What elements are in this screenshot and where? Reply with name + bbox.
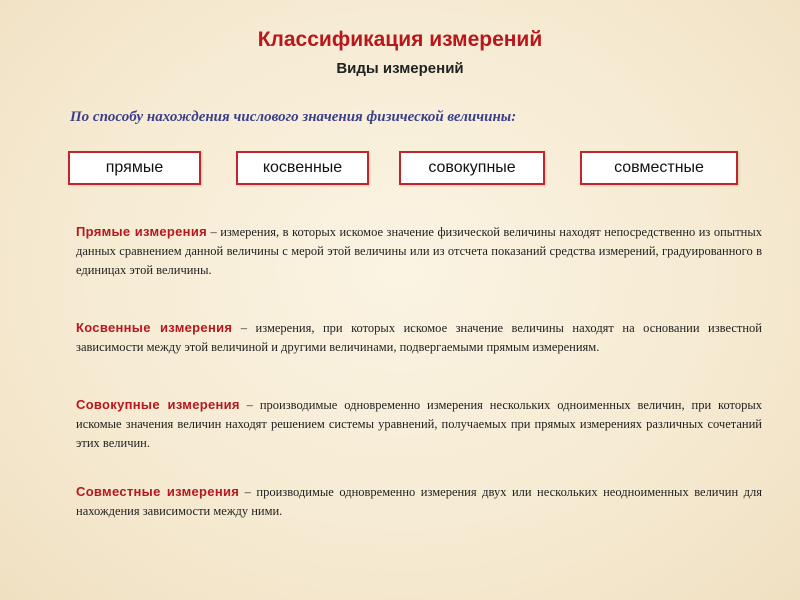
page-title: Классификация измерений	[257, 28, 543, 51]
definition-cumulative	[76, 395, 762, 453]
type-box-direct: прямые	[68, 151, 201, 185]
definition-text: – измерения, при которых искомое значение величины находят на основании известной зависимости между этой величиной и другими величинами, подвергаемыми прямым измерениям.	[76, 321, 762, 354]
definition-text: – производимые одновременно измерения двух или нескольких неодноименных величин для нахождения зависимости между ними.	[76, 485, 763, 518]
definition-term: Прямые измерения	[76, 224, 207, 239]
type-box-indirect: косвенные	[236, 151, 369, 185]
definition-text: – производимые одновременно измерения нескольких одноименных величин, при которых искомые значения величин находят решением системы уравнений, получаемых при прямых измерениях различных сочетаний этих величин.	[76, 398, 762, 450]
definition-direct	[76, 222, 762, 280]
definition-indirect	[76, 318, 762, 357]
type-box-joint: совместные	[580, 151, 738, 185]
definition-text: – измерения, в которых искомое значение физической величины находят непосредственно из опытных данных сравнением данной величины с мерой этой величины или из отсчета показаний средства измерений, градуированного в единицах этой величины.	[76, 225, 762, 277]
definition-term: Совокупные измерения	[76, 397, 240, 412]
type-box-cumulative: совокупные	[399, 151, 545, 185]
definition-joint	[76, 482, 762, 521]
section-heading: По способу нахождения числового значения физической величины:	[70, 109, 517, 125]
definition-term: Совместные измерения	[76, 484, 240, 499]
page-subtitle: Виды измерений	[336, 60, 464, 77]
definition-term: Косвенные измерения	[76, 320, 233, 335]
